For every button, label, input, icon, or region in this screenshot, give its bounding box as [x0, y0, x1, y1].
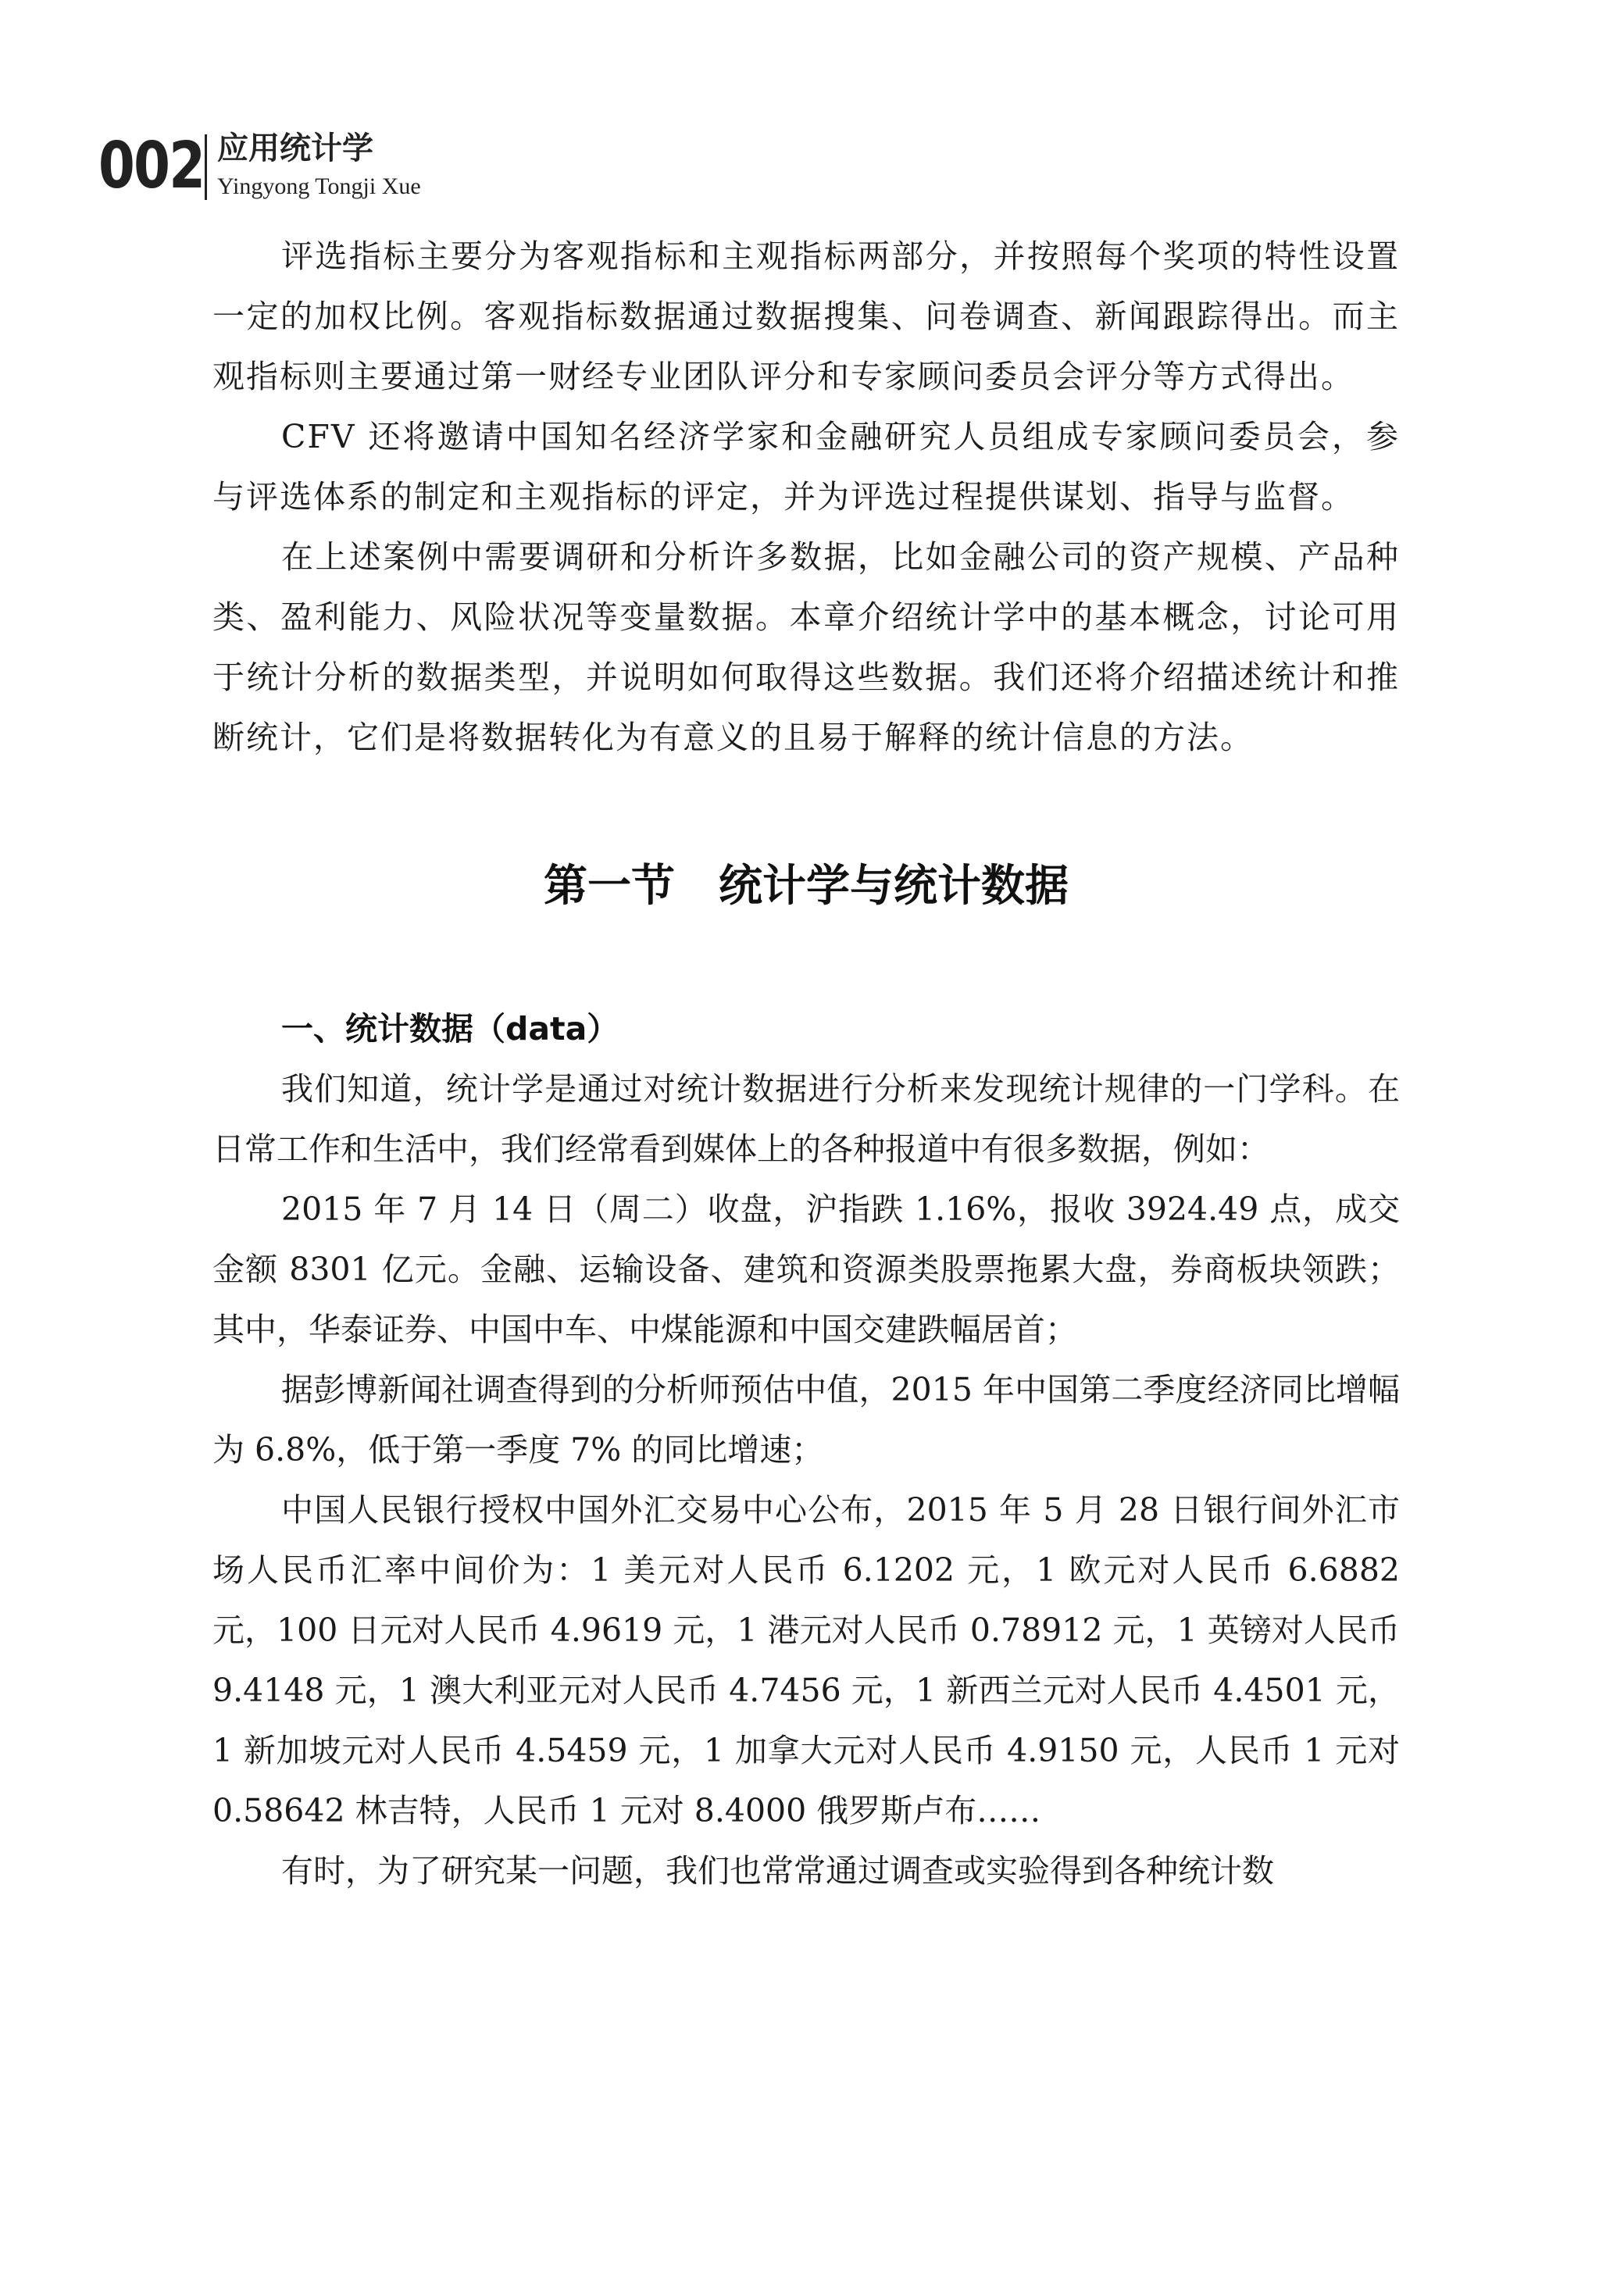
section-body	[212, 1059, 1400, 1901]
intro-block	[212, 227, 1400, 768]
page-number: 002	[98, 129, 205, 203]
paragraph: 据彭博新闻社调查得到的分析师预估中值，2015 年中国第二季度经济同比增幅为 6.8%，低于第一季度 7% 的同比增速；	[212, 1371, 1400, 1469]
book-title-pinyin: Yingyong Tongji Xue	[217, 173, 421, 199]
paragraph: 中国人民银行授权中国外汇交易中心公布，2015 年 5 月 28 日银行间外汇市场人民币汇率中间价为：1 美元对人民币 6.1202 元，1 欧元对人民币 6.6882 元，100 日元对人民币 4.9619 元，1 港元对人民币 0.78912 元，1 英镑对人民币 9.4148 元，1 澳大利亚元对人民币 4.7456 元，1 新西兰元对人民币 4.4501 元，1 新加坡元对人民币 4.5459 元，1 加拿大元对人民币 4.9150 元，人民币 1 元对 0.58642 林吉特，人民币 1 元对 8.4000 俄罗斯卢布……	[212, 1491, 1400, 1829]
paragraph: 在上述案例中需要调研和分析许多数据，比如金融公司的资产规模、产品种类、盈利能力、风险状况等变量数据。本章介绍统计学中的基本概念，讨论可用于统计分析的数据类型，并说明如何取得这些数据。我们还将介绍描述统计和推断统计，它们是将数据转化为有意义的且易于解释的统计信息的方法。	[212, 538, 1400, 756]
header-divider	[205, 134, 207, 200]
paragraph: 2015 年 7 月 14 日（周二）收盘，沪指跌 1.16%，报收 3924.49 点，成交金额 8301 亿元。金融、运输设备、建筑和资源类股票拖累大盘，券商板块领跌；其中，华泰证券、中国中车、中煤能源和中国交建跌幅居首；	[212, 1190, 1400, 1348]
subsection-title: 一、统计数据（data）	[281, 1010, 619, 1048]
book-title: 应用统计学	[217, 130, 373, 166]
page-body	[212, 227, 1400, 1901]
paragraph: 评选指标主要分为客观指标和主观指标两部分，并按照每个奖项的特性设置一定的加权比例。客观指标数据通过数据搜集、问卷调查、新闻跟踪得出。而主观指标则主要通过第一财经专业团队评分和专家顾问委员会评分等方式得出。	[212, 237, 1400, 395]
section-title: 第一节 统计学与统计数据	[544, 861, 1069, 912]
paragraph: CFV 还将邀请中国知名经济学家和金融研究人员组成专家顾问委员会，参与评选体系的制定和主观指标的评定，并为评选过程提供谋划、指导与监督。	[212, 418, 1400, 516]
paragraph: 有时，为了研究某一问题，我们也常常通过调查或实验得到各种统计数	[281, 1852, 1274, 1890]
paragraph: 我们知道，统计学是通过对统计数据进行分析来发现统计规律的一门学科。在日常工作和生活中，我们经常看到媒体上的各种报道中有很多数据，例如：	[212, 1070, 1400, 1168]
